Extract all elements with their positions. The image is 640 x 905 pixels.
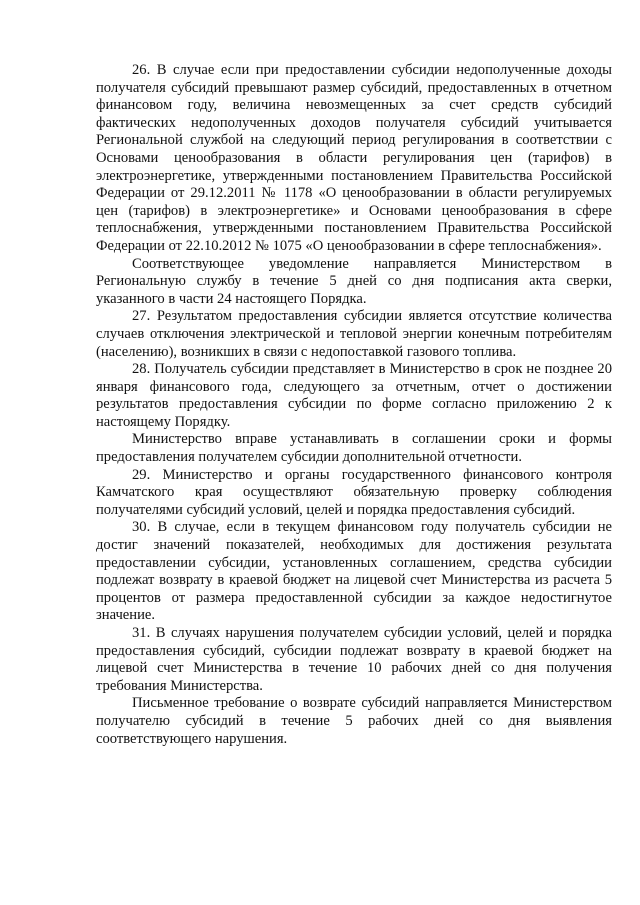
- paragraph-28: 28. Получатель субсидии представляет в Министерство в срок не позднее 20 января финансового года, следующего за отчетным, отчет о достижении результатов предоставления субсидии по форме согласно приложению 2 к настоящему Порядку.: [96, 361, 612, 430]
- paragraph-30: 30. В случае, если в текущем финансовом году получатель субсидии не достиг значений показателей, необходимых для достижения результата предоставлении субсидии, установленных соглашением, средства субсидии подлежат возврату в краевой бюджет на лицевой счет Министерства из расчета 5 процентов от размера предоставленной субсидии за каждое недостигнутое значение.: [96, 519, 612, 624]
- paragraph-26: 26. В случае если при предоставлении субсидии недополученные доходы получателя субсидий превышают размер субсидий, предоставленных в отчетном финансовом году, величина невозмещенных за счет средств субсидий фактических недополученных доходов получателя субсидий учитывается Региональной службой на следующий период регулирования в соответствии с Основами ценообразования в области регулирования цен (тарифов) в электроэнергетике, утвержденными постановлением Правительства Российской Федерации от 29.12.2011 № 1178 «О ценообразовании в области регулируемых цен (тарифов) в электроэнергетике» и Основами ценообразования в сфере теплоснабжения, утвержденными постановлением Правительства Российской Федерации от 22.10.2012 № 1075 «О ценообразовании в сфере теплоснабжения».: [96, 62, 612, 254]
- paragraph-28-reporting: Министерство вправе устанавливать в соглашении сроки и формы предоставления получателем субсидии дополнительной отчетности.: [96, 431, 612, 466]
- paragraph-31-written-demand: Письменное требование о возврате субсидий направляется Министерством получателю субсидий в течение 5 рабочих дней со дня выявления соответствующего нарушения.: [96, 695, 612, 747]
- paragraph-26-notice: Соответствующее уведомление направляется Министерством в Региональную службу в течение 5 дней со дня подписания акта сверки, указанного в части 24 настоящего Порядка.: [96, 255, 612, 307]
- document-body: [96, 62, 612, 748]
- paragraph-31: 31. В случаях нарушения получателем субсидии условий, целей и порядка предоставления субсидий, субсидии подлежат возврату в краевой бюджет на лицевой счет Министерства в течение 10 рабочих дней со дня получения требования Министерства.: [96, 625, 612, 694]
- paragraph-29: 29. Министерство и органы государственного финансового контроля Камчатского края осуществляют обязательную проверку соблюдения получателями субсидий условий, целей и порядка предоставления субсидий.: [96, 466, 612, 518]
- paragraph-27: 27. Результатом предоставления субсидии является отсутствие количества случаев отключения электрической и тепловой энергии конечным потребителям (населению), возникших в связи с недопоставкой газового топлива.: [96, 308, 612, 360]
